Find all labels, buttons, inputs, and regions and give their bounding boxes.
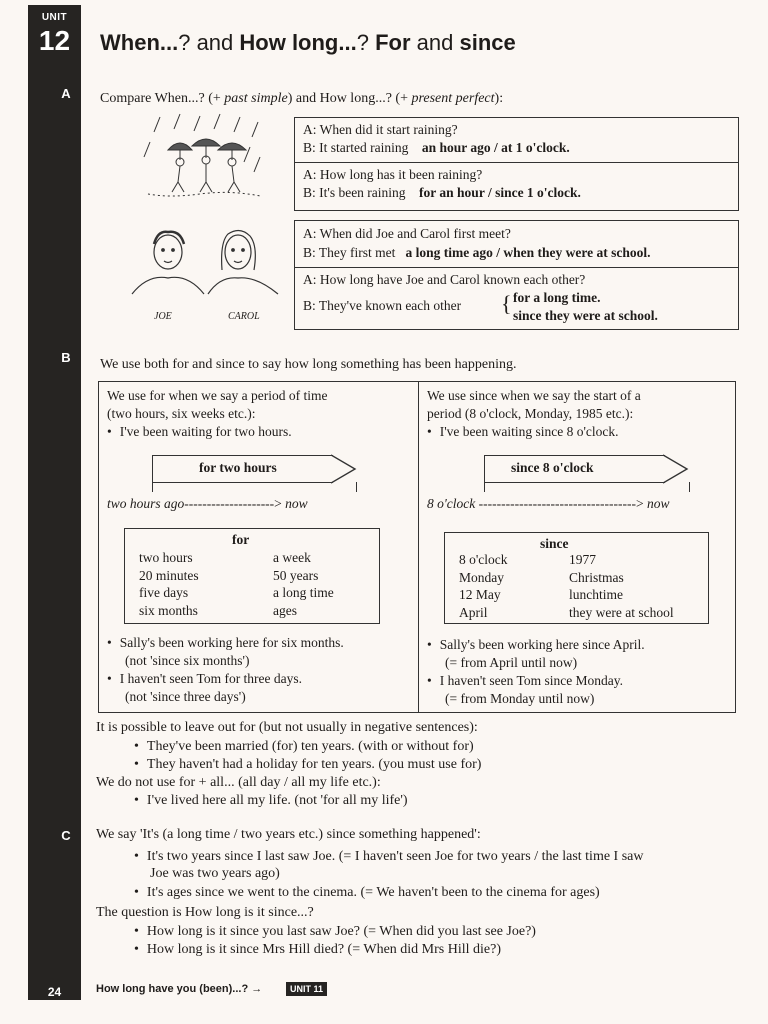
section-letter-c: C xyxy=(61,828,71,843)
table-cell: ages xyxy=(273,602,297,618)
table-cell: a week xyxy=(273,550,311,565)
dialog-line: How long has it been raining? xyxy=(319,167,483,182)
for-rule-line-1: We use for when we say a period of time xyxy=(107,388,328,403)
leave-out-for-rule: It is possible to leave out for (but not usually in negative sentences): xyxy=(96,720,478,735)
speaker-b: B: xyxy=(303,140,316,155)
title-when: When... xyxy=(100,30,179,55)
dialog-answer: since they were at school. xyxy=(513,308,658,323)
speaker-a: A: xyxy=(303,272,317,287)
text: (+ xyxy=(204,91,225,106)
cross-reference-unit-badge: UNIT 11 xyxy=(286,982,327,996)
speaker-a: A: xyxy=(303,226,317,241)
since-table-head: since xyxy=(540,536,569,551)
for-bullet-1: • Sally's been working here for six months. xyxy=(107,635,344,651)
tick xyxy=(484,482,485,492)
for-arrow-label: for two hours xyxy=(199,460,277,475)
for-rule-line-2: (two hours, six weeks etc.): xyxy=(107,406,256,421)
for-example: • I've been waiting for two hours. xyxy=(107,424,292,440)
table-cell: they were at school xyxy=(569,604,674,620)
leave-out-example-1: • They've been married (for) ten years. (with or without for) xyxy=(134,739,474,755)
dialog-box-joe-carol xyxy=(294,220,739,330)
question-example-2: • How long is it since Mrs Hill died? (= When did Mrs Hill die?) xyxy=(134,942,501,958)
for-table-head: for xyxy=(232,532,250,547)
text: present perfect xyxy=(411,91,495,106)
section-a-intro xyxy=(100,91,503,107)
for-bullet-1-note: (not 'since six months') xyxy=(125,653,250,668)
since-arrow-label: since 8 o'clock xyxy=(511,460,594,475)
title-for: For xyxy=(375,30,411,55)
since-rule-line-1: We use since when we say the start of a xyxy=(427,388,641,403)
for-table-col2 xyxy=(273,549,334,619)
dialog-line: They first met xyxy=(318,245,396,260)
timeline-line: -----------------------------------> xyxy=(478,496,644,511)
dialog-answer: for an hour / since 1 o'clock. xyxy=(419,185,581,200)
for-all-example: • I've lived here all my life. (not 'for all my life') xyxy=(134,793,408,809)
unit-number: 12 xyxy=(38,25,71,56)
dialog-answer: for a long time. xyxy=(513,290,601,305)
dialog-line: When did it start raining? xyxy=(319,122,458,137)
joe-carol-illustration xyxy=(128,222,288,302)
brace: { xyxy=(501,291,512,316)
table-cell: Christmas xyxy=(569,569,624,585)
dialog-box-raining xyxy=(294,117,739,211)
table-cell: six months xyxy=(139,602,198,618)
for-all-rule: We do not use for + all... (all day / all my life etc.): xyxy=(96,775,381,790)
for-bullet-2: • I haven't seen Tom for three days. xyxy=(107,671,302,687)
section-c-example-2: • It's ages since we went to the cinema. (= We haven't been to the cinema for ages) xyxy=(134,885,600,901)
title-how-long: How long... xyxy=(239,30,357,55)
title-text: ? xyxy=(356,30,376,55)
since-timeline xyxy=(427,496,669,512)
tick xyxy=(689,482,690,492)
since-bullet-2: • I haven't seen Tom since Monday. xyxy=(427,673,623,689)
text: When...? xyxy=(154,91,205,106)
speaker-a: A: xyxy=(303,167,317,182)
text: (+ xyxy=(391,91,412,106)
since-example: • I've been waiting since 8 o'clock. xyxy=(427,424,619,440)
section-c-rule: We say 'It's (a long time / two years etc.) since something happened': xyxy=(96,827,481,842)
section-b-intro: We use both for and since to say how long something has been happening. xyxy=(100,357,517,372)
section-letter-a: A xyxy=(61,86,71,101)
since-rule-line-2: period (8 o'clock, Monday, 1985 etc.): xyxy=(427,406,634,421)
arrow-tip-icon xyxy=(331,454,359,484)
for-table xyxy=(124,528,380,624)
arrow-tip-icon xyxy=(663,454,691,484)
divider xyxy=(295,162,738,163)
timeline-start: two hours ago xyxy=(107,496,185,511)
table-cell: 1977 xyxy=(569,552,596,567)
unit-label: UNIT xyxy=(41,12,68,23)
tick xyxy=(152,482,153,492)
timeline-line: --------------------> xyxy=(184,496,282,511)
since-table-col1 xyxy=(459,551,508,621)
text: ) and xyxy=(287,91,320,106)
joe-label: JOE xyxy=(154,311,172,322)
title-text: and xyxy=(410,30,460,55)
page-number: 24 xyxy=(47,985,62,999)
title-text: ? and xyxy=(178,30,240,55)
cross-reference-text: How long have you (been)...? → xyxy=(96,983,263,995)
timeline-start: 8 o'clock xyxy=(427,496,476,511)
dialog-line: They've known each other xyxy=(318,298,462,313)
for-timeline xyxy=(107,496,308,512)
section-c-example-1: • It's two years since I last saw Joe. (= I haven't seen Joe for two years / the last time I saw xyxy=(134,849,643,865)
table-cell: lunchtime xyxy=(569,587,623,602)
divider xyxy=(295,267,738,268)
page-title xyxy=(100,30,516,56)
question-example-1: • How long is it since you last saw Joe? (= When did you last see Joe?) xyxy=(134,924,536,940)
unit-sidebar xyxy=(28,5,81,1000)
timeline-end: now xyxy=(285,496,308,511)
table-cell: 12 May xyxy=(459,587,501,602)
for-bullet-2-note: (not 'since three days') xyxy=(125,689,246,704)
speaker-b: B: xyxy=(303,185,316,200)
text: ): xyxy=(494,91,504,106)
table-cell: April xyxy=(459,604,488,620)
for-table-col1 xyxy=(139,549,199,619)
speaker-a: A: xyxy=(303,122,317,137)
carol-label: CAROL xyxy=(228,311,260,322)
text: Compare xyxy=(100,91,155,106)
section-letter-b: B xyxy=(61,350,71,365)
rain-people-illustration xyxy=(140,112,270,202)
title-since: since xyxy=(459,30,516,55)
since-bullet-2-note: (= from Monday until now) xyxy=(445,691,595,706)
leave-out-example-2: • They haven't had a holiday for ten years. (you must use for) xyxy=(134,757,481,773)
table-cell: 50 years xyxy=(273,567,319,583)
divider xyxy=(418,382,419,712)
question-rule: The question is How long is it since...? xyxy=(96,905,314,920)
table-cell: two hours xyxy=(139,550,193,565)
table-cell: Monday xyxy=(459,569,504,585)
timeline-end: now xyxy=(646,496,670,511)
dialog-line: It started raining xyxy=(319,140,409,155)
since-table xyxy=(444,532,709,624)
since-bullet-1-note: (= from April until now) xyxy=(445,655,578,670)
text: past simple xyxy=(224,91,288,106)
speaker-b: B: xyxy=(303,245,316,260)
table-cell: five days xyxy=(139,585,189,600)
table-cell: a long time xyxy=(273,585,334,600)
dialog-answer: a long time ago / when they were at school. xyxy=(405,245,651,260)
table-cell: 8 o'clock xyxy=(459,552,508,567)
tick xyxy=(356,482,357,492)
dialog-line: How long have Joe and Carol known each other? xyxy=(319,272,586,287)
dialog-line: It's been raining xyxy=(319,185,406,200)
table-cell: 20 minutes xyxy=(139,567,199,583)
for-since-box xyxy=(98,381,736,713)
text: How long...? xyxy=(319,91,392,106)
speaker-b: B: xyxy=(303,298,316,313)
dialog-answer: an hour ago / at 1 o'clock. xyxy=(421,140,570,155)
section-c-example-1-cont: Joe was two years ago) xyxy=(150,866,280,881)
since-table-col2 xyxy=(569,551,674,621)
dialog-line: When did Joe and Carol first meet? xyxy=(319,226,511,241)
since-bullet-1: • Sally's been working here since April. xyxy=(427,637,645,653)
